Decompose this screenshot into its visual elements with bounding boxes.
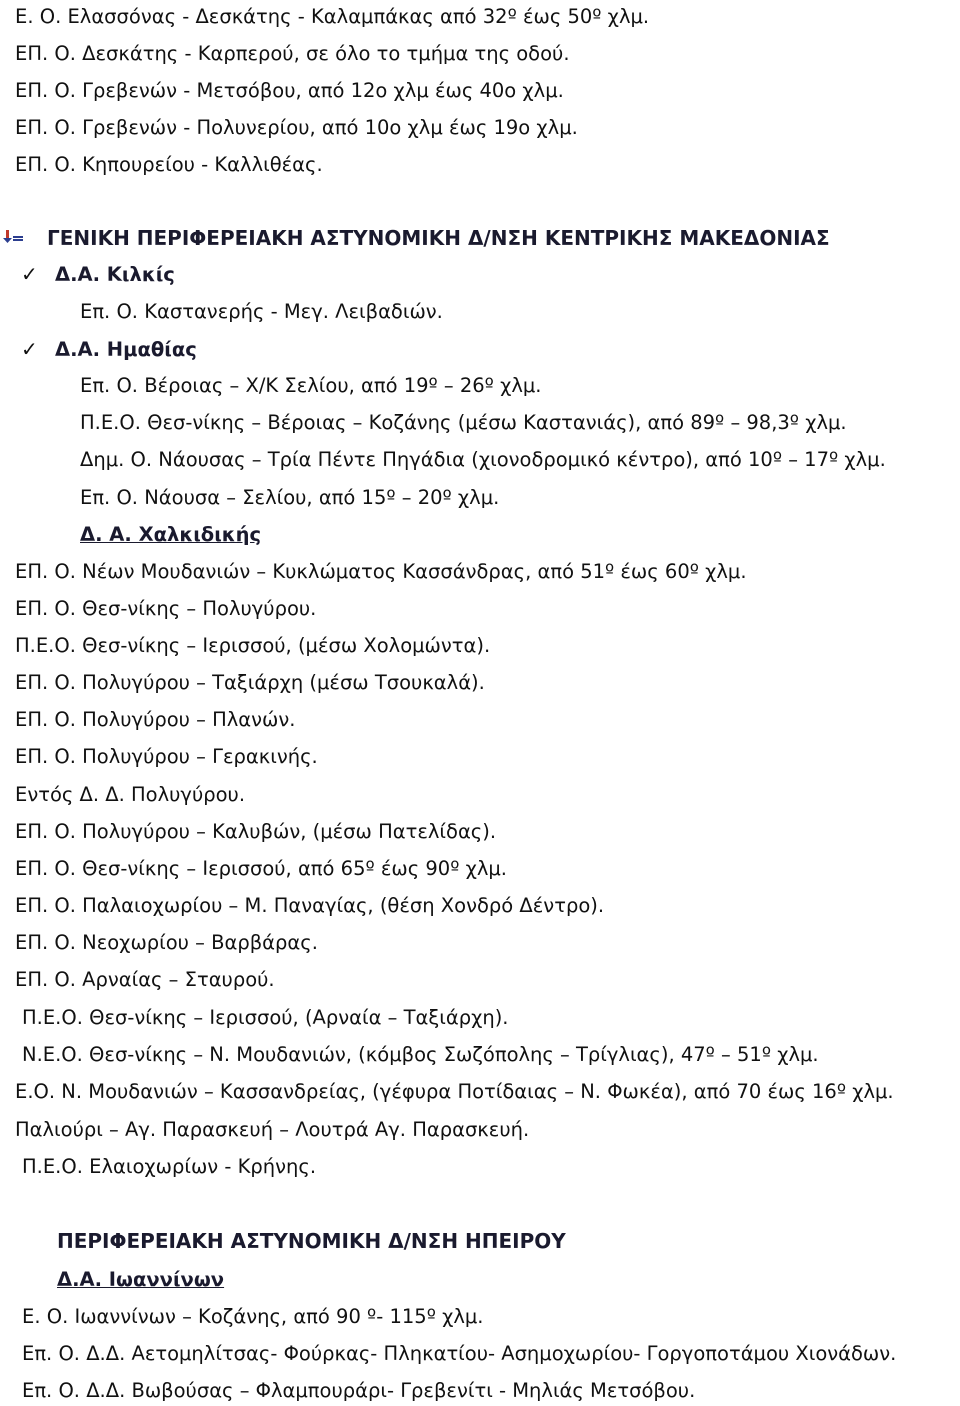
subsection-title-kilkis: Δ.Α. Κιλκίς — [55, 263, 175, 286]
text-line: Παλιούρι – Αγ. Παρασκευή – Λουτρά Αγ. Παρασκευή. — [15, 1118, 530, 1141]
text-line: Π.Ε.Ο. Ελαιοχωρίων - Κρήνης. — [22, 1155, 317, 1178]
text-line: Ε. Ο. Ιωαννίνων – Κοζάνης, από 90 º- 115º χλμ. — [22, 1305, 484, 1328]
text-line: ΕΠ. Ο. Παλαιοχωρίου – Μ. Παναγίας, (θέση Χονδρό Δέντρο). — [15, 894, 605, 917]
text-line: ΕΠ. Ο. Πολυγύρου – Γερακινής. — [15, 745, 318, 768]
text-line: ΕΠ. Ο. Πολυγύρου – Ταξιάρχη (μέσω Τσουκαλά). — [15, 671, 485, 694]
text-line: Επ. Ο. Δ.Δ. Βωβούσας – Φλαμπουράρι- Γρεβενίτι - Μηλιάς Μετσόβου. — [22, 1379, 696, 1402]
text-line: ΕΠ. Ο. Γρεβενών - Μετσόβου, από 12ο χλμ έως 40ο χλμ. — [15, 79, 564, 102]
text-line: ΕΠ. Ο. Γρεβενών - Πολυνερίου, από 10ο χλμ έως 19ο χλμ. — [15, 116, 578, 139]
arrow-bullet-icon — [2, 228, 24, 246]
text-line: ΕΠ. Ο. Νέων Μουδανιών – Κυκλώματος Κασσάνδρας, από 51º έως 60º χλμ. — [15, 560, 747, 583]
subsection-title-chalkidiki: Δ. Α. Χαλκιδικής — [80, 523, 262, 546]
text-line: Επ. Ο. Νάουσα – Σελίου, από 15º – 20º χλμ. — [80, 486, 500, 509]
text-line: Εντός Δ. Δ. Πολυγύρου. — [15, 783, 246, 806]
text-line: Δημ. Ο. Νάουσας – Τρία Πέντε Πηγάδια (χιονοδρομικό κέντρο), από 10º – 17º χλμ. — [80, 448, 886, 471]
text-line: ΕΠ. Ο. Θεσ-νίκης – Πολυγύρου. — [15, 597, 317, 620]
text-line: Π.Ε.Ο. Θεσ-νίκης – Ιερισσού, (μέσω Χολομώντα). — [15, 634, 491, 657]
text-line: Π.Ε.Ο. Θεσ-νίκης – Ιερισσού, (Αρναία – Ταξιάρχη). — [22, 1006, 509, 1029]
section-heading-epirus: ΠΕΡΙΦΕΡΕΙΑΚΗ ΑΣΤΥΝΟΜΙΚΗ Δ/ΝΣΗ ΗΠΕΙΡΟΥ — [57, 1229, 566, 1253]
text-line: Επ. Ο. Καστανερής - Μεγ. Λειβαδιών. — [80, 300, 443, 323]
text-line: Επ. Ο. Δ.Δ. Αετομηλίτσας- Φούρκας- Πληκατίου- Ασημοχωρίου- Γοργοποτάμου Χιονάδων. — [22, 1342, 897, 1365]
text-line: Ε. Ο. Ελασσόνας - Δεσκάτης - Καλαμπάκας από 32º έως 50º χλμ. — [15, 5, 650, 28]
checkmark-icon: ✓ — [21, 337, 38, 361]
subsection-title-ioannina: Δ.Α. Ιωαννίνων — [57, 1268, 225, 1291]
text-line: ΕΠ. Ο. Πολυγύρου – Καλυβών, (μέσω Πατελίδας). — [15, 820, 497, 843]
text-line: ΕΠ. Ο. Θεσ-νίκης – Ιερισσού, από 65º έως 90º χλμ. — [15, 857, 507, 880]
section-heading-central-macedonia: ΓΕΝΙΚΗ ΠΕΡΙΦΕΡΕΙΑΚΗ ΑΣΤΥΝΟΜΙΚΗ Δ/ΝΣΗ ΚΕΝΤΡΙΚΗΣ ΜΑΚΕΔΟΝΙΑΣ — [47, 226, 830, 250]
text-line: Ε.Ο. Ν. Μουδανιών – Κασσανδρείας, (γέφυρα Ποτίδαιας – Ν. Φωκέα), από 70 έως 16º χλμ. — [15, 1080, 894, 1103]
text-line: Π.Ε.Ο. Θεσ-νίκης – Βέροιας – Κοζάνης (μέσω Καστανιάς), από 89º – 98,3º χλμ. — [80, 411, 847, 434]
text-line: Ν.Ε.Ο. Θεσ-νίκης – Ν. Μουδανιών, (κόμβος Σωζόπολης – Τρίγλιας), 47º – 51º χλμ. — [22, 1043, 819, 1066]
text-line: ΕΠ. Ο. Αρναίας – Σταυρού. — [15, 968, 275, 991]
text-line: ΕΠ. Ο. Κηπουρείου - Καλλιθέας. — [15, 153, 323, 176]
text-line: ΕΠ. Ο. Δεσκάτης - Καρπερού, σε όλο το τμήμα της οδού. — [15, 42, 570, 65]
text-line: Επ. Ο. Βέροιας – Χ/Κ Σελίου, από 19º – 26º χλμ. — [80, 374, 542, 397]
checkmark-icon: ✓ — [21, 262, 38, 286]
subsection-title-imathia: Δ.Α. Ημαθίας — [55, 338, 197, 361]
text-line: ΕΠ. Ο. Πολυγύρου – Πλανών. — [15, 708, 296, 731]
text-line: ΕΠ. Ο. Νεοχωρίου – Βαρβάρας. — [15, 931, 318, 954]
